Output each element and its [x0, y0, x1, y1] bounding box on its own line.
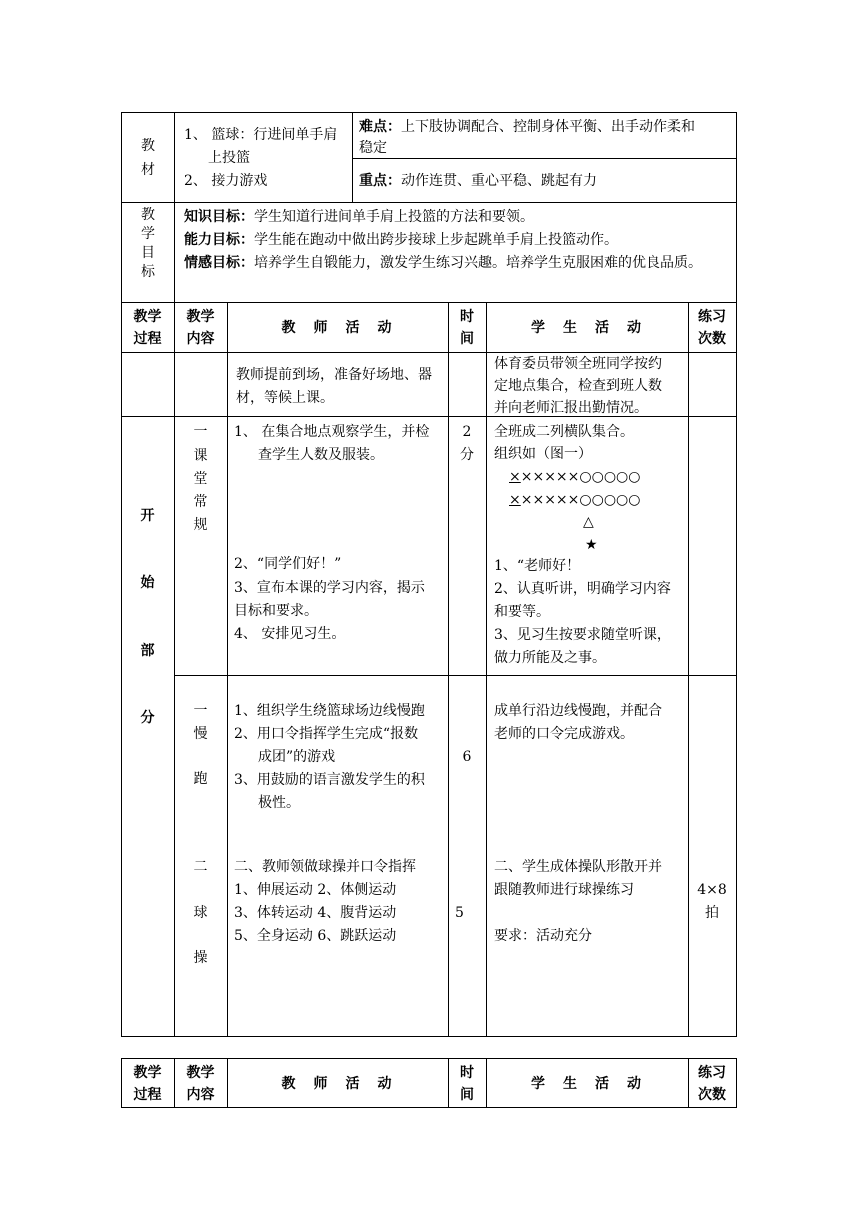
- col-line: [736, 1058, 737, 1108]
- routine-teacher: 4、 安排见习生。: [234, 626, 346, 642]
- jog-content-char: 一: [193, 703, 208, 719]
- jog-content-char: 跑: [193, 771, 208, 787]
- header-teacher: 教 师 活 动: [281, 1076, 394, 1092]
- formation-row: ××××××○○○○○: [509, 492, 641, 508]
- prep-teacher: 教师提前到场，准备好场地、器: [236, 367, 432, 383]
- header-process-1: 教学: [133, 309, 162, 325]
- goal-text: 培养学生自锻能力，激发学生练习兴趣。培养学生克服困难的优良品质。: [254, 255, 702, 271]
- routine-student: 做力所能及之事。: [494, 650, 606, 666]
- part-char: 部: [140, 643, 155, 659]
- ball-teacher: 二、教师领做球操并口令指挥: [234, 859, 416, 875]
- routine-student: 2、认真听讲，明确学习内容: [494, 581, 671, 597]
- goal-text: 学生能在跑动中做出跨步接球上步起跳单手肩上投篮动作。: [254, 232, 618, 248]
- key-label: 重点：: [359, 173, 401, 189]
- content-item: 上投篮: [208, 150, 250, 166]
- prep-student: 体育委员带领全班同学按约: [494, 356, 662, 372]
- triangle-icon: △: [583, 514, 594, 530]
- difficulty-label: 难点：: [359, 119, 401, 135]
- routine-teacher: 查学生人数及服装。: [258, 447, 384, 463]
- goal-text: 学生知道行进间单手肩上投篮的方法和要领。: [254, 209, 534, 225]
- difficulty-text: 上下肢协调配合、控制身体平衡、出手动作柔和: [401, 119, 695, 135]
- header-content-2: 内容: [186, 1087, 215, 1103]
- col-line: [448, 302, 449, 1036]
- routine-content-char: 规: [193, 517, 208, 533]
- header-time-2: 间: [460, 331, 474, 347]
- jog-teacher: 1、组织学生绕篮球场边线慢跑: [234, 703, 425, 719]
- ball-requirement: 要求：活动充分: [494, 928, 592, 944]
- col-line: [486, 302, 487, 1036]
- header-time-2: 间: [460, 1087, 474, 1103]
- header-process-1: 教学: [133, 1065, 162, 1081]
- header-count-2: 次数: [698, 331, 726, 347]
- content-item: 1、 篮球：行进间单手肩: [184, 127, 338, 143]
- ball-count: 4×8: [697, 882, 727, 898]
- row-line: [352, 158, 737, 159]
- star-icon: ★: [585, 537, 598, 553]
- jiaocai-label: 教材: [141, 138, 155, 178]
- header-time-1: 时: [460, 309, 474, 325]
- jog-student: 成单行沿边线慢跑，并配合: [494, 703, 662, 719]
- row-line: [121, 202, 737, 203]
- ball-teacher: 1、伸展运动 2、体侧运动: [234, 882, 397, 898]
- routine-student: 全班成二列横队集合。: [494, 424, 634, 440]
- col-line: [174, 112, 175, 302]
- header-process-2: 过程: [133, 1087, 162, 1103]
- ball-teacher: 3、体转运动 4、腹背运动: [234, 905, 397, 921]
- part-char: 始: [140, 575, 155, 591]
- prep-teacher: 材，等候上课。: [236, 390, 334, 406]
- row-line: [121, 1058, 737, 1059]
- goal-emotion: [184, 252, 702, 275]
- row-line: [174, 675, 737, 676]
- header-time-1: 时: [460, 1065, 474, 1081]
- goal-label: 情感目标：: [184, 255, 254, 271]
- jog-teacher: 3、用鼓励的语言激发学生的积: [234, 772, 425, 788]
- routine-teacher: 2、“同学们好！”: [234, 556, 342, 572]
- row-line: [121, 1036, 737, 1037]
- jog-teacher: 2、用口令指挥学生完成“报数: [234, 726, 419, 742]
- routine-student: 1、“老师好！: [494, 558, 581, 574]
- routine-time: 分: [460, 447, 474, 463]
- header-count-2: 次数: [698, 1087, 726, 1103]
- goal-label: 知识目标：: [184, 209, 254, 225]
- routine-teacher: 目标和要求。: [234, 603, 318, 619]
- jog-teacher: 极性。: [258, 795, 300, 811]
- col-line: [174, 302, 175, 1036]
- routine-student: 3、见习生按要求随堂听课，: [494, 627, 671, 643]
- prep-student: 并向老师汇报出勤情况。: [494, 400, 648, 416]
- routine-teacher: 1、 在集合地点观察学生，并检: [234, 424, 430, 440]
- header-content-1: 教学: [186, 1065, 215, 1081]
- jog-content-char: 慢: [193, 726, 208, 742]
- row-line: [121, 112, 737, 113]
- routine-teacher: 3、宣布本课的学习内容，揭示: [234, 580, 425, 596]
- col-line: [352, 112, 353, 202]
- jog-student: 老师的口令完成游戏。: [494, 726, 634, 742]
- col-line: [688, 302, 689, 1036]
- header-student: 学 生 活 动: [531, 1076, 643, 1092]
- difficulty-line: [359, 116, 695, 139]
- header-content-2: 内容: [186, 331, 215, 347]
- routine-time: 2: [462, 424, 472, 440]
- col-line: [227, 302, 228, 1036]
- ball-content-char: 操: [193, 950, 208, 966]
- jog-teacher: 成团”的游戏: [258, 749, 336, 765]
- difficulty-text-cont: 稳定: [359, 140, 387, 156]
- table-border-right: [736, 112, 737, 1037]
- header-process-2: 过程: [133, 331, 162, 347]
- part-char: 开: [140, 508, 155, 524]
- jog-time: 6: [462, 749, 472, 765]
- formation-row: ××××××○○○○○: [509, 469, 641, 485]
- header-content-1: 教学: [186, 309, 215, 325]
- header-student: 学 生 活 动: [531, 320, 643, 336]
- prep-student: 定地点集合，检查到班人数: [494, 378, 662, 394]
- ball-teacher: 5、全身运动 6、跳跃运动: [234, 928, 397, 944]
- goal-knowledge: [184, 206, 534, 229]
- row-line: [121, 302, 737, 303]
- routine-content-char: 常: [193, 494, 208, 510]
- row-line: [121, 1107, 737, 1108]
- goals-label: 教学目标: [141, 207, 155, 280]
- part-char: 分: [140, 710, 155, 726]
- ball-count: 拍: [705, 905, 719, 921]
- goal-ability: [184, 229, 618, 252]
- routine-student: 和要等。: [494, 604, 550, 620]
- header-count-1: 练习: [698, 309, 726, 325]
- content-item: 2、 接力游戏: [184, 173, 268, 189]
- key-points: [359, 170, 597, 193]
- routine-content-char: 课: [193, 448, 208, 464]
- ball-content-char: 二: [193, 859, 208, 875]
- header-count-1: 练习: [698, 1065, 726, 1081]
- goal-label: 能力目标：: [184, 232, 254, 248]
- routine-content-char: 一: [193, 424, 208, 440]
- header-teacher: 教 师 活 动: [281, 320, 394, 336]
- routine-student: 组织如（图一）: [494, 446, 592, 462]
- ball-time: 5: [455, 905, 464, 921]
- key-text: 动作连贯、重心平稳、跳起有力: [401, 173, 597, 189]
- routine-content-char: 堂: [193, 471, 208, 487]
- ball-student: 跟随教师进行球操练习: [494, 882, 634, 898]
- ball-content-char: 球: [193, 905, 208, 921]
- ball-student: 二、学生成体操队形散开并: [494, 859, 662, 875]
